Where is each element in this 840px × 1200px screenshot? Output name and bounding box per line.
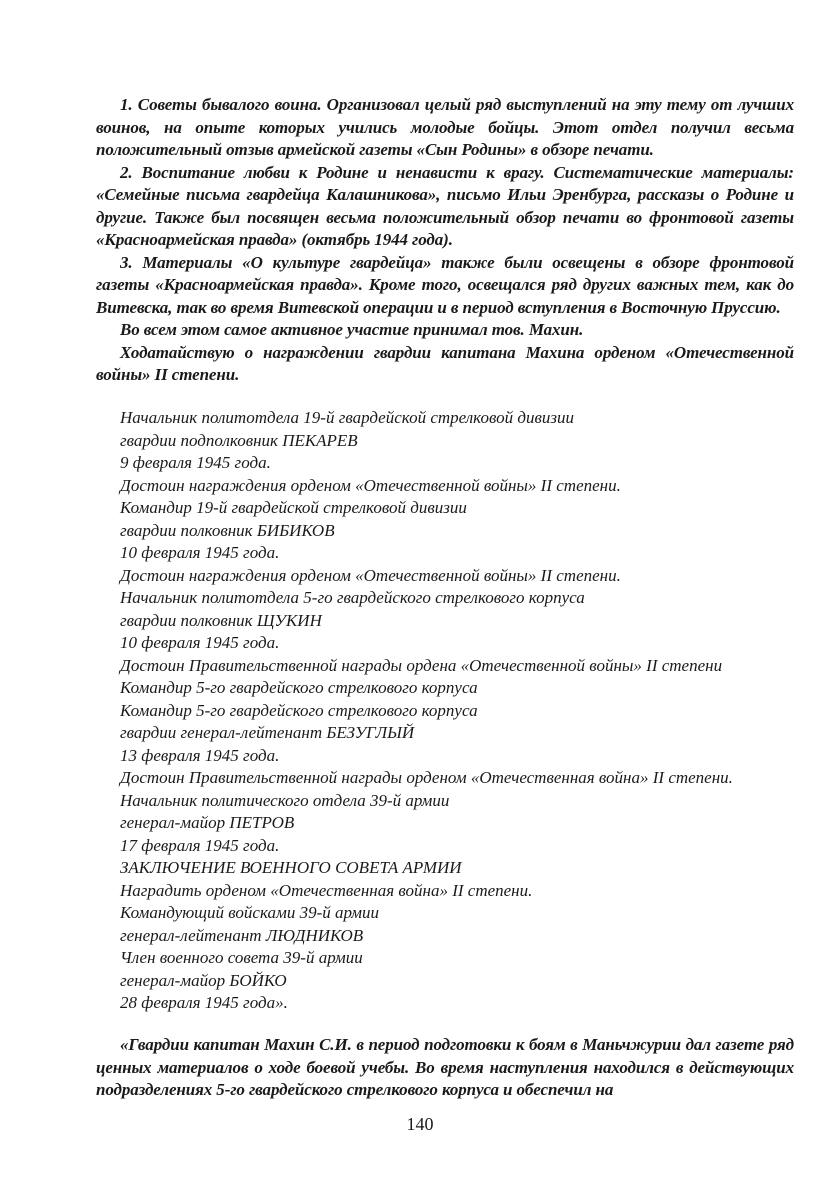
signature-line: Начальник политического отдела 39-й армии [120, 790, 450, 810]
signature-line: гвардии полковник ЩУКИН [120, 610, 322, 630]
paragraph: Во всем этом самое активное участие принимал тов. Махин. [120, 320, 584, 339]
signature-line: генерал-майор ПЕТРОВ [120, 813, 295, 832]
paragraph: Ходатайствую о награждении гвардии капитана Махина орденом «Отечественной войны» II степени. [96, 342, 794, 384]
signature-line: Командир 19-й гвардейской стрелковой дивизии [120, 498, 467, 517]
signature-line: генерал-лейтенант ЛЮДНИКОВ [120, 925, 364, 945]
signature-line: генерал-майор БОЙКО [120, 970, 287, 990]
signature-line: 28 февраля 1945 года». [120, 993, 288, 1012]
signature-block [120, 407, 800, 1015]
paragraph: 1. Советы бывалого воина. Организовал целый ряд выступлений на эту тему от лучших воинов, на опыте которых учились молодые бойцы. Этот отдел получил весьма положительный отзыв армейской газеты «Сын Родины» в обзоре печати. [96, 95, 794, 159]
signature-line: 9 февраля 1945 года. [120, 453, 271, 472]
signature-line: Командир 5-го гвардейского стрелкового корпуса [120, 700, 478, 720]
signature-line: Достоин награждения орденом «Отечественной войны» II степени. [120, 475, 621, 495]
signature-line: гвардии полковник БИБИКОВ [120, 520, 335, 540]
signature-line: Начальник политотдела 5-го гвардейского стрелкового корпуса [120, 588, 585, 607]
quote-paragraph: «Гвардии капитан Махин С.И. в период подготовки к боям в Маньчжурии дал газете ряд ценных материалов о ходе боевой учебы. Во время наступления находился в действующих подразделениях 5-го гвардейского стрелкового корпуса и обеспечил на [96, 1035, 794, 1099]
paragraph: 2. Воспитание любви к Родине и ненависти к врагу. Систематические материалы: «Семейные письма гвардейца Калашникова», письмо Ильи Эренбурга, рассказы о Родине и другие. Также был посвящен весьма положительный обзор печати во фронтовой газеты «Красноармейская правда» (октябрь 1944 года). [96, 162, 794, 249]
signature-line: Достоин награждения орденом «Отечественной войны» II степени. [120, 565, 621, 585]
signature-line: 13 февраля 1945 года. [120, 745, 280, 765]
bold-text-block [96, 94, 794, 387]
signature-line: 10 февраля 1945 года. [120, 633, 280, 652]
signature-line: гвардии подполковник ПЕКАРЕВ [120, 430, 358, 450]
signature-line: Командующий войсками 39-й армии [120, 903, 380, 922]
quote-block [96, 1034, 794, 1102]
signature-line: 10 февраля 1945 года. [120, 543, 280, 562]
signature-line: ЗАКЛЮЧЕНИЕ ВОЕННОГО СОВЕТА АРМИИ [120, 858, 462, 877]
signature-line: Наградить орденом «Отечественная война» II степени. [120, 880, 533, 900]
paragraph: 3. Материалы «О культуре гвардейца» также были освещены в обзоре фронтовой газеты «Красноармейская правда». Кроме того, освещался ряд других важных тем, как до Витевска, так во время Витевской операции и в период вступления в Восточную Пруссию. [96, 252, 794, 317]
signature-line: Член военного совета 39-й армии [120, 948, 363, 967]
signature-line: гвардии генерал-лейтенант БЕЗУГЛЫЙ [120, 723, 415, 742]
page-number: 140 [406, 1114, 434, 1134]
signature-line: Командир 5-го гвардейского стрелкового корпуса [120, 678, 478, 697]
signature-line: Достоин Правительственной награды ордена «Отечественной войны» II степени [120, 655, 723, 675]
signature-line: Начальник политотдела 19-й гвардейской стрелковой дивизии [120, 408, 575, 427]
signature-line: 17 февраля 1945 года. [120, 835, 280, 855]
signature-line: Достоин Правительственной награды орденом «Отечественная война» II степени. [120, 768, 733, 787]
